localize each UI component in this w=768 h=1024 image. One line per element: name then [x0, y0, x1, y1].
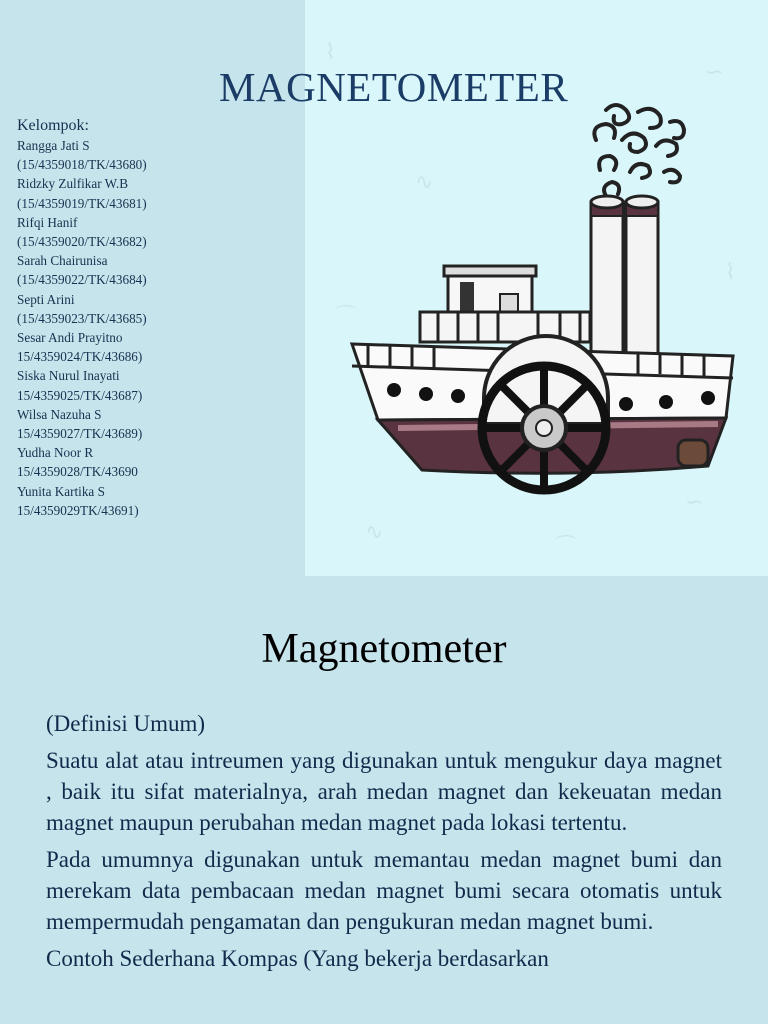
member-entry: (15/4359022/TK/43684) [17, 272, 147, 288]
member-entry: Siska Nurul Inayati [17, 368, 120, 384]
member-entry: Wilsa Nazuha S [17, 406, 102, 422]
member-entry: 15/4359025/TK/43687) [17, 387, 143, 403]
background-doodle: ∿ [415, 170, 434, 195]
member-entry: 15/4359027/TK/43689) [17, 426, 143, 442]
member-entry: (15/4359019/TK/43681) [17, 195, 147, 211]
member-entry: Sesar Andi Prayitno [17, 330, 123, 346]
member-entry: Rangga Jati S [17, 138, 90, 153]
paragraph: Contoh Sederhana Kompas (Yang bekerja berdasarkan [46, 946, 549, 971]
member-entry: 15/4359029TK/43691) [17, 502, 139, 518]
member-entry: Yunita Kartika S [17, 483, 105, 499]
member-entry: 15/4359024/TK/43686) [17, 349, 143, 365]
slide-title: Magnetometer [261, 626, 507, 672]
background-doodle: ⌇ [725, 260, 736, 285]
definition-heading: (Definisi Umum) [46, 711, 206, 736]
background-doodle: ⌒ [335, 305, 358, 330]
slide-2 [0, 576, 768, 1024]
member-list [17, 136, 147, 520]
member-entry: Rifqi Hanif [17, 214, 78, 230]
member-entry: (15/4359018/TK/43680) [17, 157, 147, 173]
background-doodle: ∽ [705, 60, 724, 85]
background-doodle: ⌇ [325, 40, 336, 65]
paragraph: Pada umumnya digunakan untuk memantau medan magnet bumi dan merekam data pembacaan medan magnet bumi secara otomatis untuk mempermudah pengamatan dan pengukuran medan magnet bumi. [46, 847, 722, 934]
slide-body [46, 708, 722, 980]
member-entry: Yudha Noor R [17, 445, 94, 461]
group-members [17, 116, 147, 520]
group-label: Kelompok: [17, 117, 89, 134]
member-entry: 15/4359028/TK/43690 [17, 464, 138, 480]
background-doodle: ∿ [365, 520, 384, 545]
steamboat-illustration [338, 98, 748, 508]
member-entry: Septi Arini [17, 291, 75, 307]
member-entry: (15/4359023/TK/43685) [17, 310, 147, 326]
paragraph: Suatu alat atau intreumen yang digunakan untuk mengukur daya magnet , baik itu sifat materialnya, arah medan magnet dan kekeuatan medan magnet maupun perubahan medan magnet pada lokasi tertentu. [46, 748, 722, 835]
slide-title: MAGNETOMETER [219, 64, 569, 110]
member-entry: (15/4359020/TK/43682) [17, 234, 147, 250]
member-entry: Sarah Chairunisa [17, 253, 108, 269]
background-doodle: ∽ [685, 490, 704, 515]
member-entry: Ridzky Zulfikar W.B [17, 176, 128, 192]
background-doodle: ⌒ [555, 535, 578, 560]
